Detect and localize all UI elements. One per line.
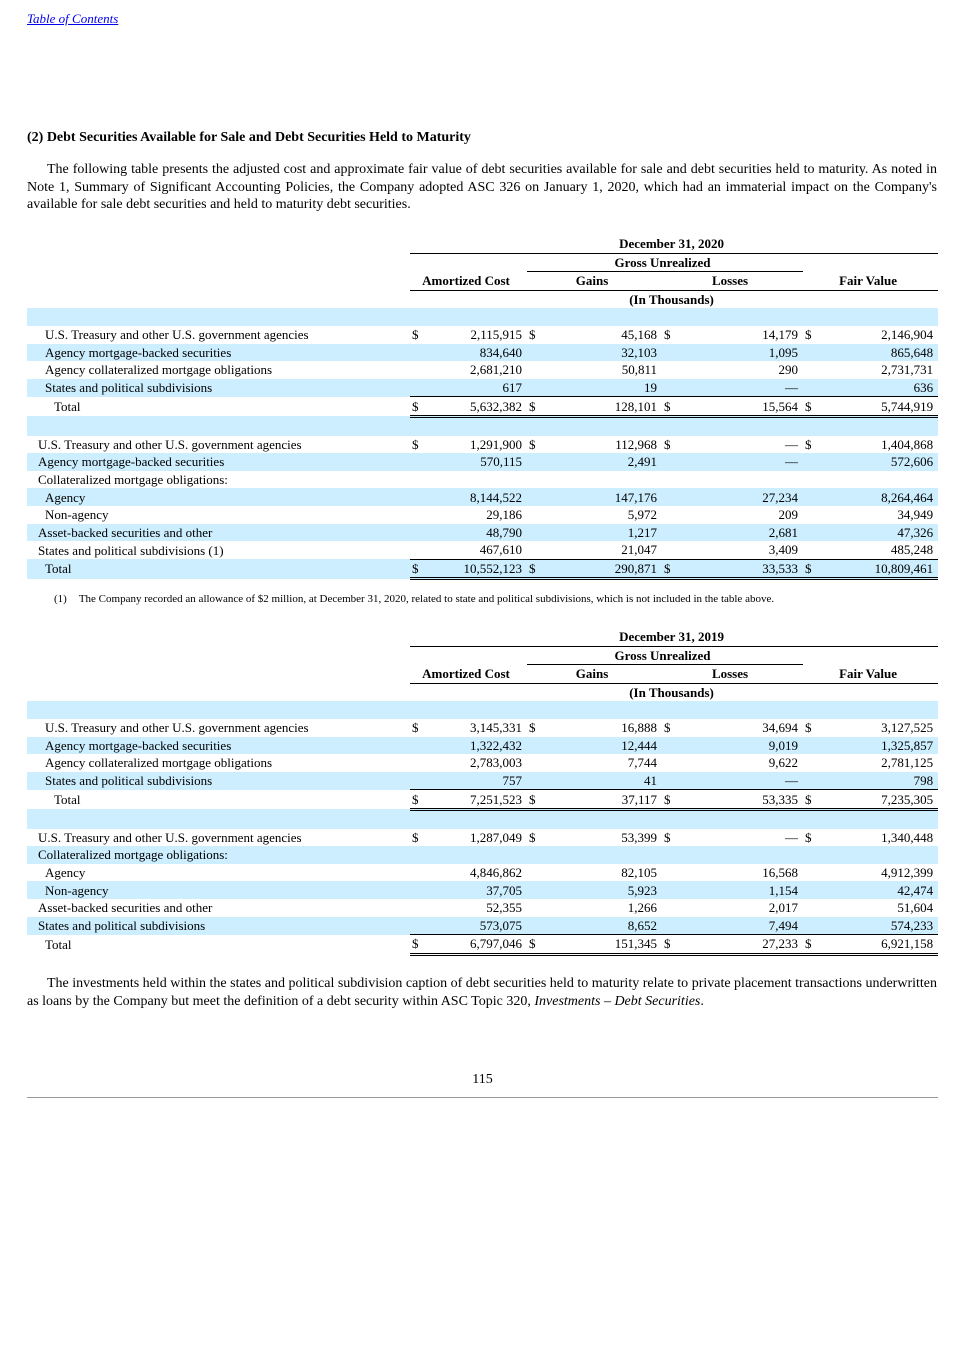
amortized-cost-value: 3,145,331 — [470, 720, 522, 736]
losses-value: 15,564 — [692, 397, 803, 417]
currency-symbol — [410, 881, 424, 899]
fair-value-value: 798 — [833, 772, 938, 790]
fair-value-value: 1,340,448 — [881, 829, 934, 845]
currency-symbol: $ — [410, 559, 424, 579]
currency-symbol — [410, 361, 424, 379]
gains-value: 21,047 — [621, 542, 657, 558]
row-label: Collateralized mortgage obligations: — [38, 472, 228, 488]
currency-symbol — [527, 864, 557, 882]
fair-value-value: 5,744,919 — [833, 397, 938, 417]
currency-symbol — [803, 344, 833, 362]
amortized-cost-value: 52,355 — [486, 900, 522, 916]
currency-symbol — [662, 737, 692, 755]
fair-value-value: 2,146,904 — [881, 327, 934, 343]
table-2019-header — [27, 628, 938, 701]
amortized-cost-value: 1,322,432 — [424, 737, 527, 755]
outro-text: The investments held within the states and political subdivision caption of debt securities held to maturity relate to private placement transactions underwritten as loans by the Company but meet the definition of a debt security within ASC Topic 320, — [27, 976, 937, 1009]
losses-value: — — [785, 436, 798, 452]
currency-symbol: $ — [662, 935, 692, 955]
table-row — [27, 453, 938, 471]
row-label: Asset-backed securities and other — [38, 900, 213, 916]
currency-symbol — [662, 344, 692, 362]
currency-symbol: $ — [662, 397, 692, 417]
fair-value-value: 865,648 — [833, 344, 938, 362]
fair-value-value: 42,474 — [833, 881, 938, 899]
page-divider — [27, 1097, 938, 1098]
currency-symbol — [410, 344, 424, 362]
gains-value: 45,168 — [621, 327, 657, 343]
currency-symbol — [803, 881, 833, 899]
gains-header: Gains — [527, 272, 662, 291]
currency-symbol: $ — [664, 327, 671, 343]
currency-symbol — [662, 506, 692, 524]
currency-symbol — [662, 524, 692, 542]
table-2019-body — [27, 701, 938, 954]
currency-symbol — [527, 754, 557, 772]
row-label: States and political subdivisions (1) — [38, 542, 224, 558]
table-row — [27, 541, 938, 559]
gains-value: 147,176 — [557, 488, 662, 506]
gains-value: 82,105 — [621, 865, 657, 881]
row-label: Agency collateralized mortgage obligations — [45, 362, 273, 378]
losses-value: 1,154 — [692, 881, 803, 899]
losses-value: 34,694 — [762, 720, 798, 736]
currency-symbol: $ — [662, 790, 692, 810]
currency-symbol: $ — [803, 559, 833, 579]
row-label — [27, 308, 410, 326]
currency-symbol: $ — [410, 935, 424, 955]
currency-symbol: $ — [529, 327, 536, 343]
currency-symbol — [410, 772, 424, 790]
amortized-cost-header: Amortized Cost — [410, 665, 527, 684]
fair-value-value: 8,264,464 — [833, 488, 938, 506]
currency-symbol: $ — [410, 790, 424, 810]
row-label: Total — [54, 399, 81, 415]
amortized-cost-value: 467,610 — [479, 542, 522, 558]
amortized-cost-value: 757 — [424, 772, 527, 790]
currency-symbol: $ — [412, 436, 419, 452]
row-label: Agency mortgage-backed securities — [27, 453, 410, 471]
table-row — [27, 361, 938, 379]
gains-value: 5,923 — [557, 881, 662, 899]
currency-symbol — [662, 541, 692, 559]
currency-symbol: $ — [412, 720, 419, 736]
currency-symbol — [662, 453, 692, 471]
table-row — [27, 899, 938, 917]
currency-symbol — [803, 506, 833, 524]
currency-symbol — [803, 379, 833, 397]
currency-symbol: $ — [803, 790, 833, 810]
amortized-cost-value: 7,251,523 — [424, 790, 527, 810]
total-row — [27, 559, 938, 579]
fair-value-value: 2,781,125 — [881, 755, 934, 771]
securities-table-2020 — [27, 235, 938, 580]
table-row — [27, 471, 938, 489]
row-label: Asset-backed securities and other — [27, 524, 410, 542]
table-row — [27, 881, 938, 899]
currency-symbol — [803, 864, 833, 882]
currency-symbol: $ — [527, 397, 557, 417]
currency-symbol — [662, 917, 692, 935]
currency-symbol: $ — [805, 720, 812, 736]
losses-value: 33,533 — [692, 559, 803, 579]
row-label: U.S. Treasury and other U.S. government agencies — [45, 720, 309, 736]
losses-value: 27,234 — [692, 488, 803, 506]
losses-header: Losses — [662, 665, 803, 684]
section-heading-row — [27, 701, 938, 719]
gross-unrealized-header: Gross Unrealized — [527, 646, 803, 665]
amortized-cost-value: 570,115 — [424, 453, 527, 471]
fair-value-value: 485,248 — [890, 542, 934, 558]
gains-value: 12,444 — [557, 737, 662, 755]
gains-value: 7,744 — [627, 755, 657, 771]
currency-symbol — [803, 488, 833, 506]
fair-value-value: 7,235,305 — [833, 790, 938, 810]
losses-value: 1,095 — [692, 344, 803, 362]
amortized-cost-value: 834,640 — [424, 344, 527, 362]
total-row — [27, 935, 938, 955]
losses-value: — — [692, 379, 803, 397]
currency-symbol — [662, 361, 692, 379]
currency-symbol — [410, 379, 424, 397]
currency-symbol — [527, 488, 557, 506]
units-label: (In Thousands) — [629, 685, 714, 701]
fair-value-value: 1,404,868 — [881, 436, 934, 452]
currency-symbol: $ — [805, 327, 812, 343]
currency-symbol — [803, 361, 833, 379]
currency-symbol — [410, 541, 424, 559]
currency-symbol: $ — [664, 829, 671, 845]
table-row — [27, 846, 938, 864]
table-row — [27, 829, 938, 847]
row-label: Agency collateralized mortgage obligations — [45, 755, 273, 771]
currency-symbol — [527, 361, 557, 379]
currency-symbol — [803, 754, 833, 772]
section-heading-row — [27, 416, 938, 435]
table-row — [27, 488, 938, 506]
gains-value: 5,972 — [627, 507, 657, 523]
currency-symbol: $ — [664, 436, 671, 452]
losses-value: 209 — [778, 507, 798, 523]
section-title: (2) Debt Securities Available for Sale and Debt Securities Held to Maturity — [27, 130, 471, 145]
fair-value-header: Fair Value — [803, 665, 938, 684]
table-row — [27, 524, 938, 542]
currency-symbol — [662, 379, 692, 397]
currency-symbol — [527, 917, 557, 935]
amortized-cost-value: 8,144,522 — [424, 488, 527, 506]
currency-symbol — [662, 864, 692, 882]
currency-symbol — [410, 453, 424, 471]
fair-value-value: 572,606 — [833, 453, 938, 471]
row-label: Non-agency — [45, 507, 109, 523]
row-label: Collateralized mortgage obligations: — [27, 846, 410, 864]
currency-symbol — [803, 524, 833, 542]
currency-symbol — [662, 488, 692, 506]
row-label: Total — [45, 936, 72, 952]
fair-value-value: 34,949 — [897, 507, 934, 523]
currency-symbol — [527, 541, 557, 559]
currency-symbol — [410, 488, 424, 506]
table-row — [27, 379, 938, 397]
row-label: Total — [54, 792, 81, 808]
gains-value: 2,491 — [557, 453, 662, 471]
table-2020-header — [27, 235, 938, 308]
currency-symbol — [410, 506, 424, 524]
currency-symbol — [662, 881, 692, 899]
amortized-cost-value: 29,186 — [486, 507, 522, 523]
currency-symbol — [803, 737, 833, 755]
currency-symbol: $ — [803, 935, 833, 955]
amortized-cost-value: 48,790 — [424, 524, 527, 542]
gains-value: 151,345 — [557, 935, 662, 955]
amortized-cost-header: Amortized Cost — [410, 272, 527, 291]
losses-value: 7,494 — [692, 917, 803, 935]
row-label: Agency mortgage-backed securities — [27, 737, 410, 755]
currency-symbol — [527, 379, 557, 397]
currency-symbol: $ — [527, 935, 557, 955]
row-label: Agency — [45, 865, 86, 881]
table-of-contents-link[interactable]: Table of Contents — [27, 11, 119, 26]
currency-symbol: $ — [412, 829, 419, 845]
currency-symbol — [527, 506, 557, 524]
gains-value: 50,811 — [621, 362, 657, 378]
table-row — [27, 719, 938, 737]
table-row — [27, 506, 938, 524]
fair-value-value: 51,604 — [897, 900, 934, 916]
losses-value: 2,017 — [768, 900, 798, 916]
currency-symbol: $ — [529, 829, 536, 845]
row-label: Total — [27, 559, 410, 579]
table-row — [27, 864, 938, 882]
fair-value-value: 3,127,525 — [881, 720, 934, 736]
currency-symbol — [410, 917, 424, 935]
table-row — [27, 917, 938, 935]
gains-value: 128,101 — [557, 397, 662, 417]
units-label: (In Thousands) — [629, 292, 714, 308]
section-heading-row — [27, 308, 938, 326]
table-row — [27, 326, 938, 344]
footnote-marker: (1) — [54, 593, 67, 605]
fair-value-value: 6,921,158 — [833, 935, 938, 955]
currency-symbol: $ — [412, 327, 419, 343]
gains-value: 41 — [557, 772, 662, 790]
gross-unrealized-header: Gross Unrealized — [527, 253, 803, 272]
gains-value: 8,652 — [557, 917, 662, 935]
losses-value: — — [692, 453, 803, 471]
table-row — [27, 436, 938, 454]
currency-symbol — [662, 772, 692, 790]
currency-symbol — [527, 453, 557, 471]
currency-symbol: $ — [805, 436, 812, 452]
amortized-cost-value: 2,783,003 — [470, 755, 522, 771]
losses-value: 27,233 — [692, 935, 803, 955]
row-label: Non-agency — [27, 881, 410, 899]
currency-symbol — [662, 899, 692, 917]
outro-end: . — [700, 993, 704, 1009]
losses-value: 16,568 — [762, 865, 798, 881]
losses-value: 14,179 — [762, 327, 798, 343]
currency-symbol: $ — [805, 829, 812, 845]
row-label — [27, 701, 410, 719]
currency-symbol: $ — [529, 720, 536, 736]
currency-symbol — [527, 899, 557, 917]
amortized-cost-value: 10,552,123 — [424, 559, 527, 579]
currency-symbol — [803, 772, 833, 790]
table-row — [27, 344, 938, 362]
row-label: U.S. Treasury and other U.S. government agencies — [38, 436, 302, 452]
gains-value: 16,888 — [621, 720, 657, 736]
fair-value-value: 4,912,399 — [881, 865, 934, 881]
table-row — [27, 772, 938, 790]
currency-symbol — [803, 453, 833, 471]
outro-italic-title: Investments – Debt Securities — [534, 993, 701, 1009]
losses-value: — — [692, 772, 803, 790]
fair-value-value: 10,809,461 — [833, 559, 938, 579]
footnote-text: The Company recorded an allowance of $2 million, at December 31, 2020, related to state and political subdivisions, which is not included in the table above. — [78, 593, 775, 605]
outro-paragraph — [27, 975, 937, 1010]
currency-symbol — [410, 737, 424, 755]
row-label — [27, 809, 410, 828]
amortized-cost-value: 4,846,862 — [470, 865, 522, 881]
currency-symbol — [803, 899, 833, 917]
currency-symbol — [410, 754, 424, 772]
amortized-cost-value: 617 — [424, 379, 527, 397]
amortized-cost-value: 573,075 — [424, 917, 527, 935]
amortized-cost-value: 5,632,382 — [424, 397, 527, 417]
currency-symbol — [410, 864, 424, 882]
row-label: U.S. Treasury and other U.S. government agencies — [38, 829, 302, 845]
currency-symbol: $ — [803, 397, 833, 417]
fair-value-value: 2,731,731 — [881, 362, 934, 378]
fair-value-value: 636 — [833, 379, 938, 397]
currency-symbol — [527, 344, 557, 362]
gains-value: 32,103 — [557, 344, 662, 362]
period-2019: December 31, 2019 — [410, 628, 938, 646]
table-2020-body — [27, 308, 938, 578]
fair-value-value: 1,325,857 — [833, 737, 938, 755]
gains-value: 37,117 — [557, 790, 662, 810]
fair-value-value: 47,326 — [833, 524, 938, 542]
amortized-cost-value: 1,287,049 — [470, 829, 522, 845]
losses-value: — — [785, 829, 798, 845]
losses-value: 9,622 — [768, 755, 798, 771]
gains-header: Gains — [527, 665, 662, 684]
amortized-cost-value: 1,291,900 — [470, 436, 522, 452]
currency-symbol — [527, 524, 557, 542]
currency-symbol — [527, 881, 557, 899]
currency-symbol — [803, 541, 833, 559]
currency-symbol — [527, 772, 557, 790]
total-row — [27, 790, 938, 810]
amortized-cost-value: 6,797,046 — [424, 935, 527, 955]
securities-table-2019 — [27, 628, 938, 956]
losses-value: 53,335 — [692, 790, 803, 810]
gains-value: 290,871 — [557, 559, 662, 579]
currency-symbol — [410, 524, 424, 542]
section-heading-row — [27, 809, 938, 828]
fair-value-value: 574,233 — [833, 917, 938, 935]
row-label: States and political subdivisions — [27, 917, 410, 935]
currency-symbol: $ — [529, 436, 536, 452]
currency-symbol: $ — [662, 559, 692, 579]
currency-symbol — [410, 899, 424, 917]
gains-value: 1,266 — [627, 900, 657, 916]
losses-value: 290 — [778, 362, 798, 378]
currency-symbol: $ — [664, 720, 671, 736]
row-label: States and political subdivisions — [27, 772, 410, 790]
total-row — [27, 397, 938, 417]
currency-symbol — [803, 917, 833, 935]
intro-paragraph: The following table presents the adjusted cost and approximate fair value of debt securities available for sale and debt securities held to maturity. As noted in Note 1, Summary of Significant Accounting Policies, the Company adopted ASC 326 on January 1, 2020, which had an immaterial impact on the Company's available for sale debt securities and held to maturity debt securities. — [27, 162, 937, 212]
gains-value: 112,968 — [615, 436, 657, 452]
amortized-cost-value: 2,681,210 — [470, 362, 522, 378]
currency-symbol — [662, 754, 692, 772]
gains-value: 1,217 — [557, 524, 662, 542]
row-label: Agency mortgage-backed securities — [27, 344, 410, 362]
gains-value: 19 — [557, 379, 662, 397]
losses-header: Losses — [662, 272, 803, 291]
amortized-cost-value: 2,115,915 — [470, 327, 522, 343]
fair-value-header: Fair Value — [803, 272, 938, 291]
currency-symbol: $ — [527, 790, 557, 810]
period-2020: December 31, 2020 — [410, 235, 938, 253]
currency-symbol: $ — [410, 397, 424, 417]
row-label — [27, 416, 410, 435]
gains-value: 53,399 — [621, 829, 657, 845]
amortized-cost-value: 37,705 — [424, 881, 527, 899]
footnote — [54, 593, 774, 605]
row-label: U.S. Treasury and other U.S. government agencies — [45, 327, 309, 343]
losses-value: 9,019 — [692, 737, 803, 755]
row-label: States and political subdivisions — [27, 379, 410, 397]
currency-symbol — [527, 737, 557, 755]
page-number: 115 — [472, 1072, 493, 1087]
table-row — [27, 754, 938, 772]
table-row — [27, 737, 938, 755]
currency-symbol: $ — [527, 559, 557, 579]
row-label: Agency — [27, 488, 410, 506]
losses-value: 2,681 — [692, 524, 803, 542]
losses-value: 3,409 — [768, 542, 798, 558]
